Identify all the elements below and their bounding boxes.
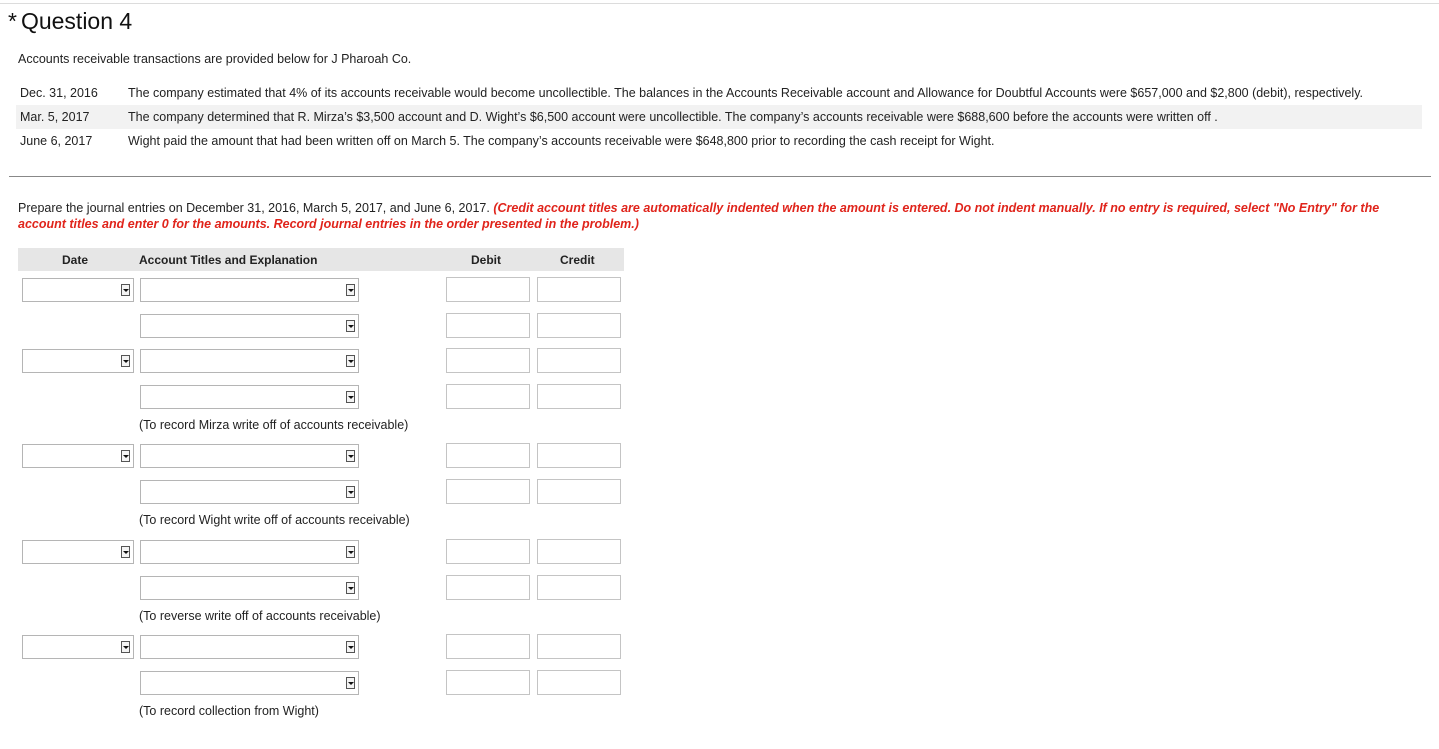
debit-input[interactable] [446,443,530,468]
dropdown-arrow-icon [346,546,355,558]
debit-input[interactable] [446,384,530,409]
header-debit: Debit [471,253,501,267]
journal-header [18,248,624,271]
account-select[interactable] [140,635,359,659]
transaction-date: Dec. 31, 2016 [20,86,98,100]
date-select[interactable] [22,349,134,373]
date-select[interactable] [22,444,134,468]
account-select[interactable] [140,576,359,600]
transactions-table [16,81,1422,153]
debit-input[interactable] [446,634,530,659]
transaction-date: Mar. 5, 2017 [16,105,124,129]
credit-input[interactable] [537,443,621,468]
transaction-text: The company determined that R. Mirza’s $3,500 account and D. Wight’s $6,500 account were uncollectible. The company’s accounts receivable were $688,600 before the accounts were written off . [124,105,1422,129]
instructions-text: Prepare the journal entries on December 31, 2016, March 5, 2017, and June 6, 2017. [18,201,494,215]
dropdown-arrow-icon [346,355,355,367]
intro-text: Accounts receivable transactions are provided below for J Pharoah Co. [18,52,412,66]
dropdown-arrow-icon [121,546,130,558]
dropdown-arrow-icon [121,284,130,296]
header-account: Account Titles and Explanation [139,253,318,267]
account-select[interactable] [140,349,359,373]
dropdown-arrow-icon [346,582,355,594]
transaction-text: Wight paid the amount that had been written off on March 5. The company’s accounts receivable were $648,800 prior to recording the cash receipt for Wight. [128,134,995,148]
top-divider [0,3,1439,4]
debit-input[interactable] [446,348,530,373]
section-divider [9,176,1431,177]
question-title [8,8,132,35]
dropdown-arrow-icon [121,355,130,367]
header-credit: Credit [560,253,595,267]
account-select[interactable] [140,444,359,468]
credit-input[interactable] [537,384,621,409]
entry-explanation: (To record Mirza write off of accounts receivable) [139,418,409,432]
debit-input[interactable] [446,313,530,338]
transaction-row [16,81,1422,105]
entry-explanation: (To record Wight write off of accounts receivable) [139,513,410,527]
credit-input[interactable] [537,348,621,373]
dropdown-arrow-icon [346,486,355,498]
dropdown-arrow-icon [121,641,130,653]
credit-input[interactable] [537,634,621,659]
dropdown-arrow-icon [346,450,355,462]
debit-input[interactable] [446,277,530,302]
credit-input[interactable] [537,277,621,302]
dropdown-arrow-icon [346,641,355,653]
transaction-row [16,105,1422,129]
debit-input[interactable] [446,479,530,504]
dropdown-arrow-icon [346,320,355,332]
account-select[interactable] [140,671,359,695]
transaction-row [16,129,1422,153]
dropdown-arrow-icon [346,391,355,403]
credit-input[interactable] [537,313,621,338]
account-select[interactable] [140,385,359,409]
entry-explanation: (To record collection from Wight) [139,704,319,718]
account-select[interactable] [140,278,359,302]
dropdown-arrow-icon [346,284,355,296]
credit-input[interactable] [537,539,621,564]
date-select[interactable] [22,635,134,659]
required-star: * [8,8,17,34]
account-select[interactable] [140,314,359,338]
header-date: Date [62,253,89,267]
account-select[interactable] [140,480,359,504]
transaction-date: June 6, 2017 [20,134,93,148]
credit-input[interactable] [537,575,621,600]
date-select[interactable] [22,540,134,564]
entry-explanation: (To reverse write off of accounts receivable) [139,609,381,623]
instructions-emphasis: (Credit account titles are automatically indented when the amount is entered. Do not indent manually. If no entry is required, select "No Entry" for the account titles and enter 0 for the amounts. Record journal entries in the order presented in the problem.) [18,201,1380,231]
dropdown-arrow-icon [346,677,355,689]
debit-input[interactable] [446,575,530,600]
dropdown-arrow-icon [121,450,130,462]
question-title-text: Question 4 [20,8,133,34]
account-select[interactable] [140,540,359,564]
credit-input[interactable] [537,479,621,504]
debit-input[interactable] [446,670,530,695]
instructions [18,200,1418,232]
date-select[interactable] [22,278,134,302]
transaction-text: The company estimated that 4% of its accounts receivable would become uncollectible. The balances in the Accounts Receivable account and Allowance for Doubtful Accounts were $657,000 and $2,800 (debit), respectively. [128,86,1363,100]
debit-input[interactable] [446,539,530,564]
credit-input[interactable] [537,670,621,695]
